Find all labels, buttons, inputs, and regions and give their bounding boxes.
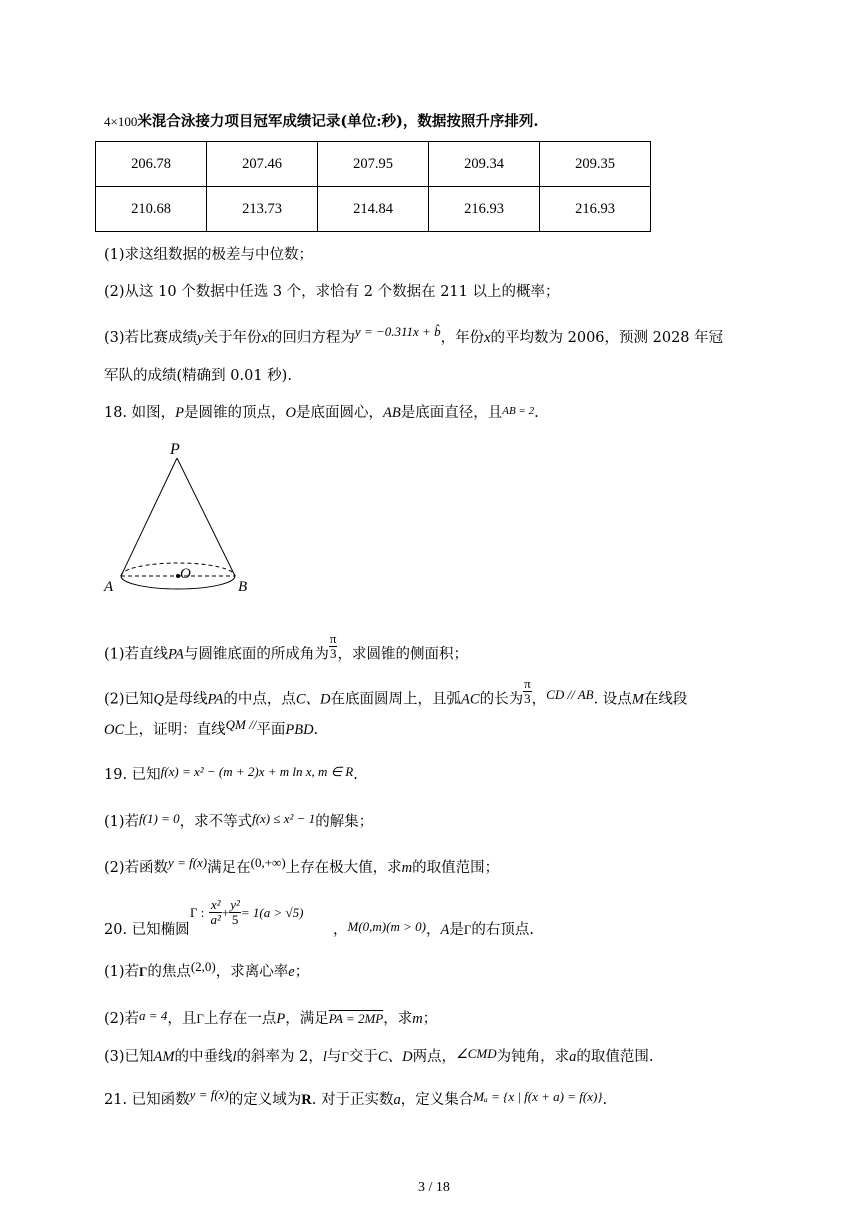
q20-text: 的焦点 bbox=[147, 964, 191, 980]
q18-text: 平面 bbox=[256, 722, 286, 738]
q20-text: 是 bbox=[449, 922, 464, 938]
angle-CMD: ∠CMD bbox=[456, 1046, 497, 1061]
var-OC: OC bbox=[104, 722, 125, 738]
data-table bbox=[95, 141, 651, 232]
q18-text: 是圆锥的顶点， bbox=[184, 405, 286, 421]
q20-text: 的取值范围. bbox=[576, 1049, 654, 1065]
q17-part1 bbox=[104, 245, 313, 265]
focus-point: (2,0) bbox=[190, 959, 216, 974]
var-P: P bbox=[175, 405, 185, 421]
frac-den: 5 bbox=[231, 912, 239, 927]
intro-text: 米混合泳接力项目冠军成绩记录(单位:秒)，数据按照升序排列. bbox=[137, 113, 539, 130]
q19-text: (2)若函数 bbox=[104, 860, 169, 876]
q18-text: 是底面圆心， bbox=[296, 405, 384, 421]
q20-part1 bbox=[104, 959, 310, 982]
table-cell: 216.93 bbox=[540, 187, 651, 232]
q20-text: ，且 bbox=[167, 1011, 197, 1027]
ab-equation: AB = 2 bbox=[502, 405, 535, 417]
frac-den: a² bbox=[210, 912, 221, 927]
q17-text: 的回归方程为 bbox=[267, 330, 355, 346]
table-cell: 206.78 bbox=[96, 142, 207, 187]
q17-text: (3)若比赛成绩 bbox=[104, 330, 198, 346]
q20-text: (2)若 bbox=[104, 1011, 140, 1027]
label-B: B bbox=[238, 579, 248, 595]
q20-text: ，求 bbox=[383, 1011, 413, 1027]
q17-text: 的平均数为 2006，预测 2028 年冠 bbox=[490, 330, 724, 346]
q20-text: ，求离心率 bbox=[215, 964, 289, 980]
q17-part2-text: (2)从这 10 个数据中任选 3 个，求恰有 2 个数据在 211 以上的概率； bbox=[104, 284, 560, 300]
frac-num: x² bbox=[210, 897, 221, 912]
q20-text: ， bbox=[425, 922, 441, 938]
q19-text: 的取值范围； bbox=[412, 860, 500, 876]
fraction-x2-a2 bbox=[209, 898, 221, 927]
frac-num: π bbox=[524, 676, 531, 691]
var-AM: AM bbox=[153, 1049, 175, 1065]
q19-heading: 19. 已知f(x) = x² − (m + 2)x + m ln x, m ∈ R. bbox=[104, 764, 358, 783]
var-QM-parallel: QM // bbox=[225, 717, 257, 732]
table-row bbox=[96, 187, 651, 232]
q17-text: ，年份 bbox=[440, 330, 485, 346]
q21-text: 的定义域为 bbox=[228, 1092, 302, 1108]
var-AB: AB bbox=[383, 405, 401, 421]
var-y: y bbox=[197, 330, 204, 346]
var-PA: PA bbox=[207, 691, 224, 708]
q19-text: 满足在 bbox=[207, 860, 251, 876]
q18-text: 18. 如图， bbox=[104, 405, 176, 421]
q21-text: . bbox=[602, 1092, 608, 1108]
q20-text: ； bbox=[422, 1011, 438, 1027]
q18-text: 的中点，点 bbox=[223, 691, 296, 708]
var-a: a bbox=[393, 1092, 401, 1108]
var-P: P bbox=[276, 1011, 286, 1027]
q19-text: 的解集； bbox=[315, 814, 374, 830]
cone-figure bbox=[100, 436, 270, 606]
fraction-pi-over-3 bbox=[523, 677, 532, 706]
table-cell: 213.73 bbox=[207, 187, 318, 232]
gamma: Γ bbox=[139, 964, 148, 979]
q18-part2-cont bbox=[104, 717, 319, 740]
cone-edge-left bbox=[121, 458, 177, 576]
var-AC: AC bbox=[461, 691, 480, 708]
var-l: l bbox=[322, 1049, 327, 1065]
q20-part3 bbox=[104, 1047, 653, 1067]
table-cell: 207.46 bbox=[207, 142, 318, 187]
q20-text: 20. 已知椭圆 bbox=[104, 922, 190, 938]
q19-part1 bbox=[104, 812, 373, 832]
q18-text: ，求圆锥的侧面积； bbox=[337, 646, 468, 663]
q18-part1 bbox=[104, 631, 468, 669]
ellipse-equation: Γ : $\frac{\text{x²}}{\text{a²}}$ + $\frac{\text{y²}}{5}$ = 1(a > √5) bbox=[190, 897, 304, 927]
var-PBD: PBD bbox=[285, 722, 314, 738]
parallel-cd-ab: CD // AB bbox=[546, 686, 594, 702]
q20-text: 与 bbox=[326, 1049, 342, 1065]
q20-text: (1)若 bbox=[104, 964, 140, 980]
label-P: P bbox=[170, 441, 180, 458]
cone-edge-right bbox=[177, 458, 235, 576]
q18-text: 是母线 bbox=[164, 691, 208, 708]
q20-text: 上存在一点 bbox=[203, 1011, 277, 1027]
table-cell: 209.35 bbox=[540, 142, 651, 187]
q18-text: 在底面圆周上，且弧 bbox=[330, 691, 462, 708]
q17-text: 军队的成绩(精确到 0.01 秒). bbox=[104, 368, 292, 384]
q18-text: (2)已知 bbox=[104, 691, 154, 708]
q18-text: 在线段 bbox=[643, 691, 688, 708]
ellipse-condition: = 1(a > √5) bbox=[240, 905, 304, 920]
q21-heading bbox=[104, 1087, 608, 1110]
fraction-pi-over-3 bbox=[329, 632, 338, 661]
var-CD: C、D bbox=[295, 691, 331, 708]
page-number: 3 / 18 bbox=[418, 1180, 450, 1195]
vector-equation: PA = 2MP bbox=[328, 1011, 384, 1026]
q20-text: ，满足 bbox=[285, 1011, 329, 1027]
q20-text: 两点， bbox=[412, 1049, 457, 1065]
q20-heading-tail: ，M(0,m)(m > 0)，A是Γ的右顶点. bbox=[333, 919, 534, 938]
q19-part2 bbox=[104, 855, 500, 878]
intro-prefix: 4×100 bbox=[104, 114, 138, 129]
q18-text: 与圆锥底面的所成角为 bbox=[183, 646, 329, 663]
gamma: Γ : bbox=[190, 905, 205, 920]
q18-text: . bbox=[534, 405, 539, 421]
q20-text: 的中垂线 bbox=[174, 1049, 233, 1065]
q21-text: 21. 已知函数 bbox=[104, 1092, 190, 1108]
q20-text: 为钝角，求 bbox=[496, 1049, 570, 1065]
real-numbers: R bbox=[301, 1092, 312, 1108]
table-cell: 209.34 bbox=[429, 142, 540, 187]
inequality: f(x) ≤ x² − 1 bbox=[252, 811, 316, 826]
q21-text: . 对于正实数 bbox=[311, 1092, 394, 1108]
q20-text: 的斜率为 2， bbox=[236, 1049, 323, 1065]
table-row bbox=[96, 142, 651, 187]
q20-heading bbox=[104, 920, 190, 940]
point-M: M(0,m)(m > 0) bbox=[347, 919, 426, 934]
table-cell: 207.95 bbox=[318, 142, 429, 187]
q19-text: 19. 已知 bbox=[104, 767, 161, 783]
q17-text: 关于年份 bbox=[203, 330, 262, 346]
function-definition: f(x) = x² − (m + 2)x + m ln x, m ∈ R bbox=[160, 764, 354, 779]
q20-text: ； bbox=[294, 964, 310, 980]
a-equals-4: a = 4 bbox=[139, 1008, 168, 1023]
q17-part3 bbox=[104, 324, 724, 348]
gamma: Γ bbox=[341, 1049, 349, 1064]
label-A: A bbox=[104, 579, 114, 595]
var-M: M bbox=[631, 691, 644, 708]
intro-line bbox=[104, 112, 538, 132]
q20-part2 bbox=[104, 1009, 437, 1029]
table-cell: 210.68 bbox=[96, 187, 207, 232]
fraction-y2-5 bbox=[229, 898, 241, 927]
table-cell: 214.84 bbox=[318, 187, 429, 232]
function-y: y = f(x) bbox=[168, 855, 208, 870]
var-Q: Q bbox=[153, 691, 165, 708]
condition-f1: f(1) = 0 bbox=[139, 811, 180, 826]
q18-text: 的长为 bbox=[479, 691, 524, 708]
label-O: O bbox=[180, 566, 191, 582]
var-m: m bbox=[401, 860, 413, 876]
var-a: a bbox=[569, 1049, 577, 1065]
q17-part2 bbox=[104, 282, 560, 302]
var-CD: C、D bbox=[377, 1049, 413, 1065]
var-O: O bbox=[285, 405, 297, 421]
regression-equation: y = −0.311x + b̂ bbox=[354, 324, 441, 339]
var-x: x bbox=[484, 330, 491, 346]
var-A: A bbox=[440, 922, 450, 938]
q21-text: ，定义集合 bbox=[400, 1092, 474, 1108]
q18-text: . 设点 bbox=[593, 691, 632, 708]
function-y: y = f(x) bbox=[189, 1087, 229, 1102]
q19-text: ，求不等式 bbox=[179, 814, 253, 830]
q20-text: 交于 bbox=[348, 1049, 378, 1065]
var-e: e bbox=[288, 964, 295, 980]
q18-text: 上，证明：直线 bbox=[124, 722, 226, 738]
q18-text: . bbox=[313, 722, 319, 738]
q19-text: (1)若 bbox=[104, 814, 140, 830]
var-l: l bbox=[232, 1049, 237, 1065]
frac-den: 3 bbox=[524, 691, 531, 706]
q20-text: (3)已知 bbox=[104, 1049, 154, 1065]
var-PA: PA bbox=[168, 646, 184, 663]
var-x: x bbox=[261, 330, 268, 346]
set-definition: Mₐ = {x | f(x + a) = f(x)} bbox=[473, 1089, 603, 1104]
frac-num: y² bbox=[230, 897, 240, 912]
q18-text: 是底面直径，且 bbox=[400, 405, 503, 421]
q17-part3-cont bbox=[104, 366, 292, 386]
q18-part2: (2)已知Q是母线PA的中点，点C、D在底面圆周上，且弧AC的长为 $\frac{\pi}{3}$ ，CD // AB. 设点M在线段 bbox=[104, 676, 688, 708]
gamma: Γ bbox=[463, 922, 472, 937]
frac-den: 3 bbox=[329, 646, 337, 661]
q20-text: 的右顶点. bbox=[471, 922, 534, 938]
frac-num: π bbox=[329, 631, 337, 646]
q17-part1-text: (1)求这组数据的极差与中位数； bbox=[104, 247, 314, 263]
q18-text: (1)若直线 bbox=[104, 646, 169, 663]
q19-text: 上存在极大值，求 bbox=[285, 860, 402, 876]
table-cell: 216.93 bbox=[429, 187, 540, 232]
q18-heading bbox=[104, 403, 539, 424]
var-m: m bbox=[412, 1011, 423, 1027]
interval: (0,+∞) bbox=[250, 855, 286, 870]
gamma: Γ bbox=[196, 1011, 204, 1026]
